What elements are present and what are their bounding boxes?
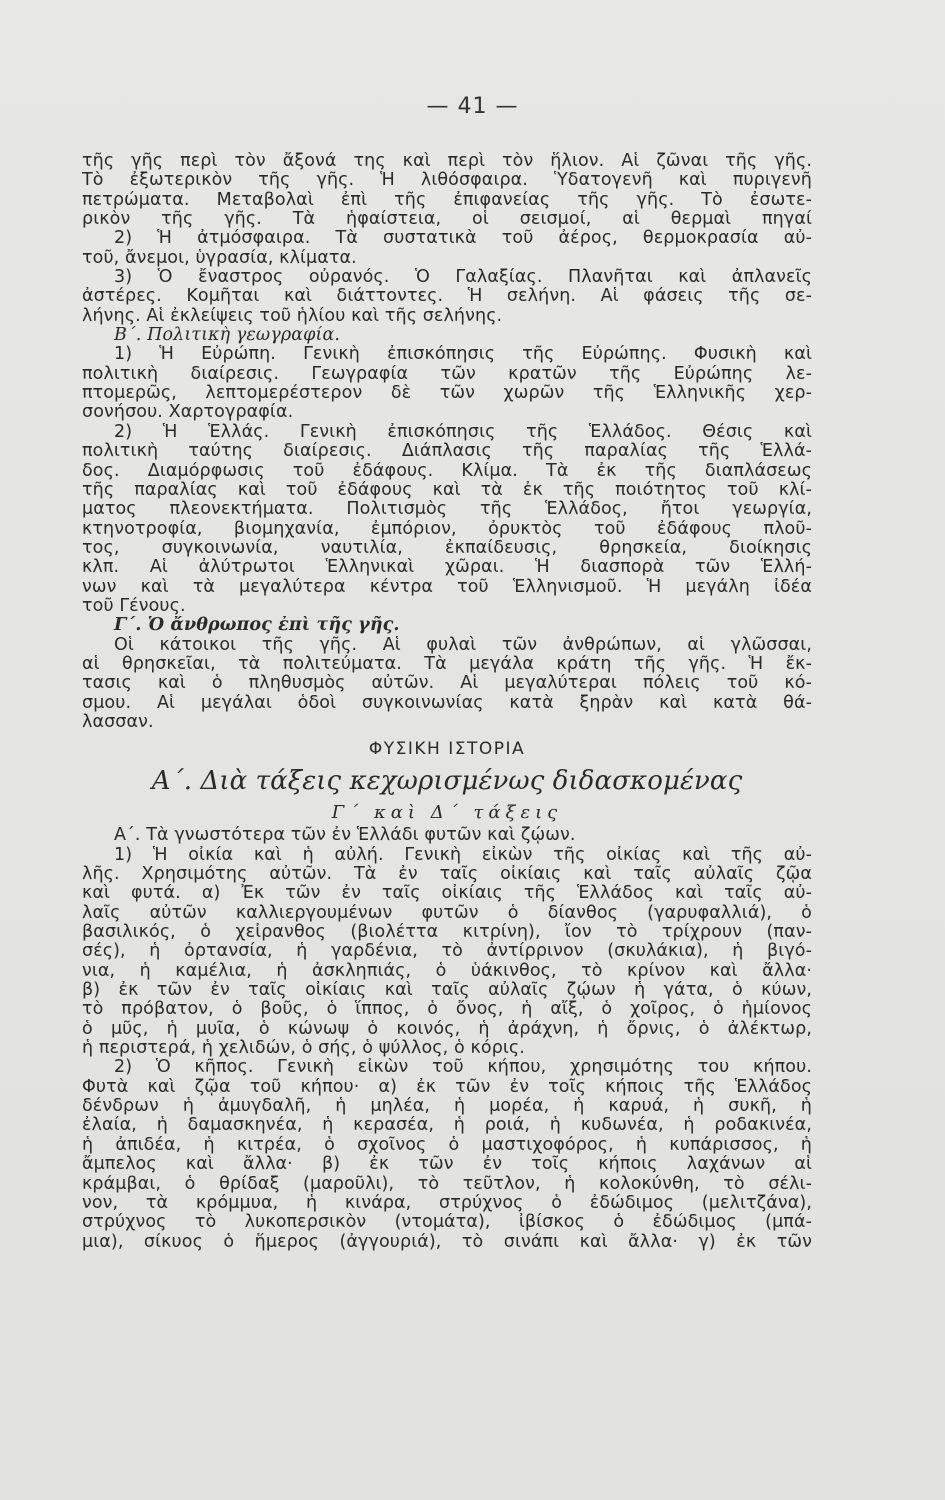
text-line: τος, συγκοινωνία, ναυτιλία, ἐκπαίδευσις, θρησκεία, διοίκησις (82, 538, 812, 558)
text-line: πτομερῶς, λεπτομερέστερον δὲ τῶν χωρῶν τῆς Ἑλληνικῆς χερ- (82, 384, 812, 404)
text-line: ἐλαία, ἡ δαμασκηνέα, ἡ κερασέα, ἡ ροιά, ἡ κυδωνέα, ἡ ροδακινέα, (82, 1116, 812, 1136)
text-line: ὁ μῦς, ἡ μυῖα, ὁ κώνωψ ὁ κοινός, ἡ ἀράχνη, ἡ ὄρνις, ὁ ἀλέκτωρ, (82, 1019, 812, 1039)
section-heading-b: Β΄. Πολιτικὴ γεωγραφία. (114, 326, 341, 346)
body-text (82, 152, 812, 1252)
text-line: νον, τὰ κρόμμυα, ἡ κινάρα, στρύχνος ὁ ἐδώδιμος (μελιτζάνα), (82, 1193, 812, 1213)
text-line: τὸ πρόβατον, ὁ βοῦς, ὁ ἵππος, ὁ ὄνος, ἡ αἴξ, ὁ χοῖρος, ὁ ἡμίονος (82, 1000, 812, 1020)
text-line: κτηνοτροφία, βιομηχανία, ἐμπόριον, ὀρυκτὸς τοῦ ἐδάφους πλοῦ- (82, 519, 812, 539)
text-line: σμου. Αἱ μεγάλαι ὁδοὶ συγκοινωνίας κατὰ ξηρὰν καὶ κατὰ θά- (82, 693, 812, 713)
text-line: 1) Ἡ οἰκία καὶ ἡ αὐλή. Γενικὴ εἰκὼν τῆς οἰκίας καὶ τῆς αὐ- (114, 845, 812, 865)
text-line: β) ἐκ τῶν ἐν ταῖς οἰκίαις καὶ ταῖς αὐλαῖς ζῴων ἡ γάτα, ὁ κύων, (82, 981, 812, 1001)
text-line: τοῦ Γένους. (82, 596, 186, 616)
text-line: πολιτικὴ ταύτης διαίρεσις. Διάπλασις τῆς παραλίας τῆς Ἑλλά- (82, 442, 812, 462)
text-line: νια, ἡ καμέλια, ἡ ἀσκληπιάς, ὁ ὑάκινθος, τὸ κρίνον καὶ ἄλλα· (82, 961, 812, 981)
text-line: ἡ ἀπιδέα, ἡ κιτρέα, ὁ σχοῖνος ὁ μαστιχοφόρος, ἡ κυπάρισσος, ἡ (82, 1135, 812, 1155)
text-line: 2) Ἡ Ἑλλάς. Γενικὴ ἐπισκόπησις τῆς Ἑλλάδος. Θέσις καὶ (114, 422, 812, 442)
text-line: τασις καὶ ὁ πληθυσμὸς αὐτῶν. Αἱ μεγαλύτεραι πόλεις τοῦ κό- (82, 674, 812, 694)
text-line: Φυτὰ καὶ ζῷα τοῦ κήπου· α) ἐκ τῶν ἐν τοῖς κήποις τῆς Ἑλλάδος (82, 1077, 812, 1097)
text-line: δος. Διαμόρφωσις τοῦ ἐδάφους. Κλίμα. Τὰ ἐκ τῆς διαπλάσεως (82, 461, 812, 481)
text-line: στρύχνος τὸ λυκοπερσικὸν (ντομάτα), ἰβίσκος ὁ ἐδώδιμος (μπά- (82, 1213, 812, 1233)
text-line: 2) Ἡ ἀτμόσφαιρα. Τὰ συστατικὰ τοῦ ἀέρος, θερμοκρασία αὐ- (114, 229, 812, 249)
text-line: βασιλικός, ὁ χεἰρανθος (βιολέττα κιτρίνη), ἴον τὸ τρίχρουν (παν- (82, 923, 812, 943)
page-number: — 41 — (426, 94, 519, 119)
text-line: 1) Ἡ Εὐρώπη. Γενικὴ ἐπισκόπησις τῆς Εὐρώπης. Φυσικὴ καὶ (114, 345, 812, 365)
text-line: ἡ περιστερά, ἡ χελιδών, ὁ σής, ὁ ψύλλος, ὁ κόρις. (82, 1039, 525, 1059)
text-line: λαῖς αὐτῶν καλλιεργουμένων φυτῶν ὁ δίανθος (γαρυφαλλιά), ὁ (82, 903, 812, 923)
text-line: καὶ φυτά. α) Ἐκ τῶν ἐν ταῖς οἰκίαις τῆς Ἑλλάδος καὶ ταῖς αὐ- (82, 884, 812, 904)
sub-heading: Γ΄ καὶ Δ΄ τάξεις (331, 802, 563, 824)
text-line: αἱ θρησκεῖαι, τὰ πολιτεύματα. Τὰ μεγάλα κράτη τῆς γῆς. Ἡ ἔκ- (82, 654, 812, 674)
text-line: σονήσου. Χαρτογραφία. (82, 403, 294, 423)
text-line: λήνης. Αἱ ἐκλείψεις τοῦ ἡλίου καὶ τῆς σελήνης. (82, 306, 503, 326)
text-line: πολιτικὴ διαίρεσις. Γεωγραφία τῶν κρατῶν τῆς Εὐρώπης λε- (82, 364, 812, 384)
text-line: Οἱ κάτοικοι τῆς γῆς. Αἱ φυλαὶ τῶν ἀνθρώπων, αἱ γλῶσσαι, (114, 635, 812, 655)
text-line: Τὸ ἐξωτερικὸν τῆς γῆς. Ἡ λιθόσφαιρα. Ὑδατογενῆ καὶ πυριγενῆ (82, 171, 812, 191)
text-line: κλπ. Αἱ ἀλύτρωτοι Ἑλληνικαὶ χῶραι. Ἡ διασπορὰ τῶν Ἑλλή- (82, 558, 812, 578)
text-line: τῆς γῆς περὶ τὸν ἄξονά της καὶ περὶ τὸν ἥλιον. Αἱ ζῶναι τῆς γῆς. (82, 152, 812, 171)
text-line: τοῦ, ἄνεμοι, ὑγρασία, κλίματα. (82, 248, 357, 268)
text-line: λασσαν. (82, 712, 154, 732)
text-line: Α΄. Τὰ γνωστότερα τῶν ἐν Ἑλλάδι φυτῶν καὶ ζῴων. (114, 826, 576, 846)
text-line: πετρώματα. Μεταβολαὶ ἐπὶ τῆς ἐπιφανείας τῆς γῆς. Τὸ ἐσωτε- (82, 190, 812, 210)
text-line: 3) Ὁ ἔναστρος οὐρανός. Ὁ Γαλαξίας. Πλανῆται καὶ ἀπλανεῖς (114, 268, 812, 288)
text-line: νων καὶ τὰ μεγαλύτερα κέντρα τοῦ Ἑλληνισμοῦ. Ἡ μεγάλη ἰδέα (82, 577, 812, 597)
text-line: ματος πλεονεκτήματα. Πολιτισμὸς τῆς Ἑλλάδος, ἤτοι γεωργία, (82, 500, 812, 520)
text-line: σές), ἡ ὀρτανσία, ἡ γαρδένια, τὸ ἀντίρρινον (σκυλάκια), ἡ βιγό- (82, 942, 812, 962)
text-line: τῆς παραλίας καὶ τοῦ ἐδάφους καὶ τὰ ἐκ τῆς ποιότητος τοῦ κλί- (82, 480, 812, 500)
text-line: δένδρων ἡ ἀμυγδαλῆ, ἡ μηλέα, ἡ μορέα, ἡ καρυά, ἡ συκῆ, ἡ (82, 1097, 812, 1117)
text-line: κράμβαι, ὁ θρίδαξ (μαροῦλι), τὸ τεῦτλον, ἡ κολοκύνθη, τὸ σέλι- (82, 1174, 812, 1194)
natural-history-heading: ΦΥΣΙΚΗ ΙΣΤΟΡΙΑ (368, 739, 526, 760)
text-line: ἀστέρες. Κομῆται καὶ διάττοντες. Ἡ σελήνη. Αἱ φάσεις τῆς σε- (82, 287, 812, 307)
text-line: λῆς. Χρησιμότης αὐτῶν. Τὰ ἐν ταῖς οἰκίαις καὶ ταῖς αὐλαῖς ζῷα (82, 865, 812, 884)
text-line: μια), σίκυος ὁ ἥμερος (ἀγγουριά), τὸ σινάπι καὶ ἄλλα· γ) ἐκ τῶν (82, 1232, 812, 1252)
main-heading: Α΄. Διὰ τάξεις κεχωρισμένως διδασκομένας (151, 766, 743, 797)
section-heading-c: Γ΄. Ὁ ἄνθρωπος ἐπὶ τῆς γῆς. (114, 616, 400, 636)
text-line: 2) Ὁ κῆπος. Γενικὴ εἰκὼν τοῦ κήπου, χρησιμότης του κήπου. (114, 1058, 812, 1078)
text-line: ρικὸν τῆς γῆς. Τὰ ἡφαίστεια, οἱ σεισμοί, αἱ θερμαὶ πηγαί (82, 210, 812, 230)
text-line: ἄμπελος καὶ ἄλλα· β) ἐκ τῶν ἐν τοῖς κήποις λαχάνων αἱ (82, 1155, 812, 1175)
